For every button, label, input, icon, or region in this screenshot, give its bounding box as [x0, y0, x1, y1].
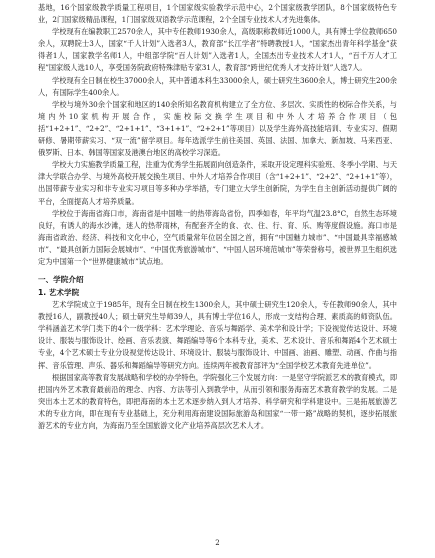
page-number: 2 [215, 539, 220, 547]
paragraph-students: 学校现有全日制在校生37000余人，其中普通本科生33000余人，硕士研究生3600余人，博士研究生200余人，有国际学生400余人。 [38, 75, 397, 97]
paragraph-art-school: 艺术学院成立于1985年，现有全日制在校生1300余人，其中硕士研究生120余人，专任教师90余人，其中教授16人，副教授40人；硕士研究生导师39人，具有博士学位16人，形成一支结构合理、素质高的师资队伍。学科涵盖艺术学门类下的4个一级学科：艺术学理论、音乐与舞蹈学、美术学和设计学；下设视觉传达设计、环境设计、服装与服饰设计、绘画、音乐表演、舞蹈编导等6个本科专业，美术、艺术设计、音乐和舞蹈4个艺术硕士专业，4个艺术硕士专业分设视觉传达设计、环境设计、服装与服饰设计、中国画、油画、雕塑、动画、作曲与指挥、音乐管理、声乐、器乐和舞蹈编导等研究方向。连续两年被教育部评为“全国学校艺术教育先进单位”。 [38, 300, 397, 370]
paragraph-teaching-quality: 学校大力实施教学质量工程，注重为优秀学生拓展面向创造条件，采取开设定理科实验班、冬季小学期、与天津大学联合办学、与境外高校开展交换生项目、中外人才培养合作项目（含“1+2+1”、“2+2”、“2+1+1”等），出国带薪专业实习和非专业实习项目等多种办学举措，专门建立大学生创新院，为学生自主创新活动提供广阔的平台，全面提高人才培养质量。 [38, 160, 398, 206]
section-heading: 一、学院介绍 [38, 275, 84, 285]
paragraph-location: 学校位于海南省海口市，海南省是中国唯一的热带海岛省份，四季如春，年平均气温23.8°C，自然生态环境良好，有诱人的海水沙滩，迷人的热带雨林，有配套齐全的食、衣、住、行、育、乐、购等度假设施。海口市是海南省政治、经济、科技和文化中心，空气质量常年位居全国之首，拥有“中国魅力城市”、“中国最具幸福感城市”、“最具创新力国际会展城市”、“中国优秀旅游城市”、“中国人居环境范城市”等荣誉称号，被世界卫生组织选定为中国第一个“世界健康城市”试点地。 [38, 208, 397, 266]
paragraph-art-development: 根据国家高等教育发展战略和学校的办学特色，学院强化三个发展方向：一是坚守学院派艺术的教育模式，即把国内外艺术教育最前沿的理念、内容、方法等引入到教学中，从而引领和服务海南艺术教育教学的发展。二是突出本土艺术的教育特色，即把海南的本土艺术逐步纳入到人才培养、科学研究和学科建设中。三是拓展旅游艺术的专业方向，即在现有专业基础上，充分利用海南建设国际旅游岛和国家“一带一路”战略的契机，逐步拓展旅游艺术的专业方向，为海南乃至全国旅游文化产业培养高层次艺术人才。 [38, 372, 398, 430]
subsection-heading: 1. 艺术学院 [38, 287, 80, 297]
paragraph-faculty: 学校现有在编教职工2570余人，其中专任教师1930余人，高级职称教师近1000人，具有博士学位教师650余人，双聘院士3人，国家“千人计划”入选者3人，教育部“长江学者”特聘教授1人，“国家杰出青年科学基金”获得者1人，国家教学名师1人，中组部学院“百人计划”入选者1人，全国杰出专业技术人才1人，“百千万人才工程”国家级人选10人，享受国务院政府特殊津贴专家31人，教育部“跨世纪优秀人才支持计划”人选7人。 [38, 27, 397, 73]
paragraph-quality-projects: 基地，16个国家级教学质量工程项目，1个国家级实验教学示范中心，2个国家级教学团队，8个国家级特色专业，2门国家级精品课程，1门国家级双语教学示范课程，2个全国专业技术人才先进集体。 [38, 3, 397, 25]
paragraph-international: 学校与境外30余个国家和地区的140余所知名教育机构建立了全方位、多层次、实质性的校际合作关系，与境内外10家机构开展合作，实施校际交换学生项目和中外人才培养合作项目（包括“1+2+1”、“2+2”、“2+1+1”、“3+1+1”、“2+2+1”等项目）以及学生海外高技能培训、专业实习、假期研修、暑期带薪实习、“双一流”留学项目。每年选派学生前往美国、英国、法国、加拿大、新加坡、马来西亚、俄罗斯、日本、韩国等国家及港澳台地区的高校学习深造。 [38, 99, 397, 158]
